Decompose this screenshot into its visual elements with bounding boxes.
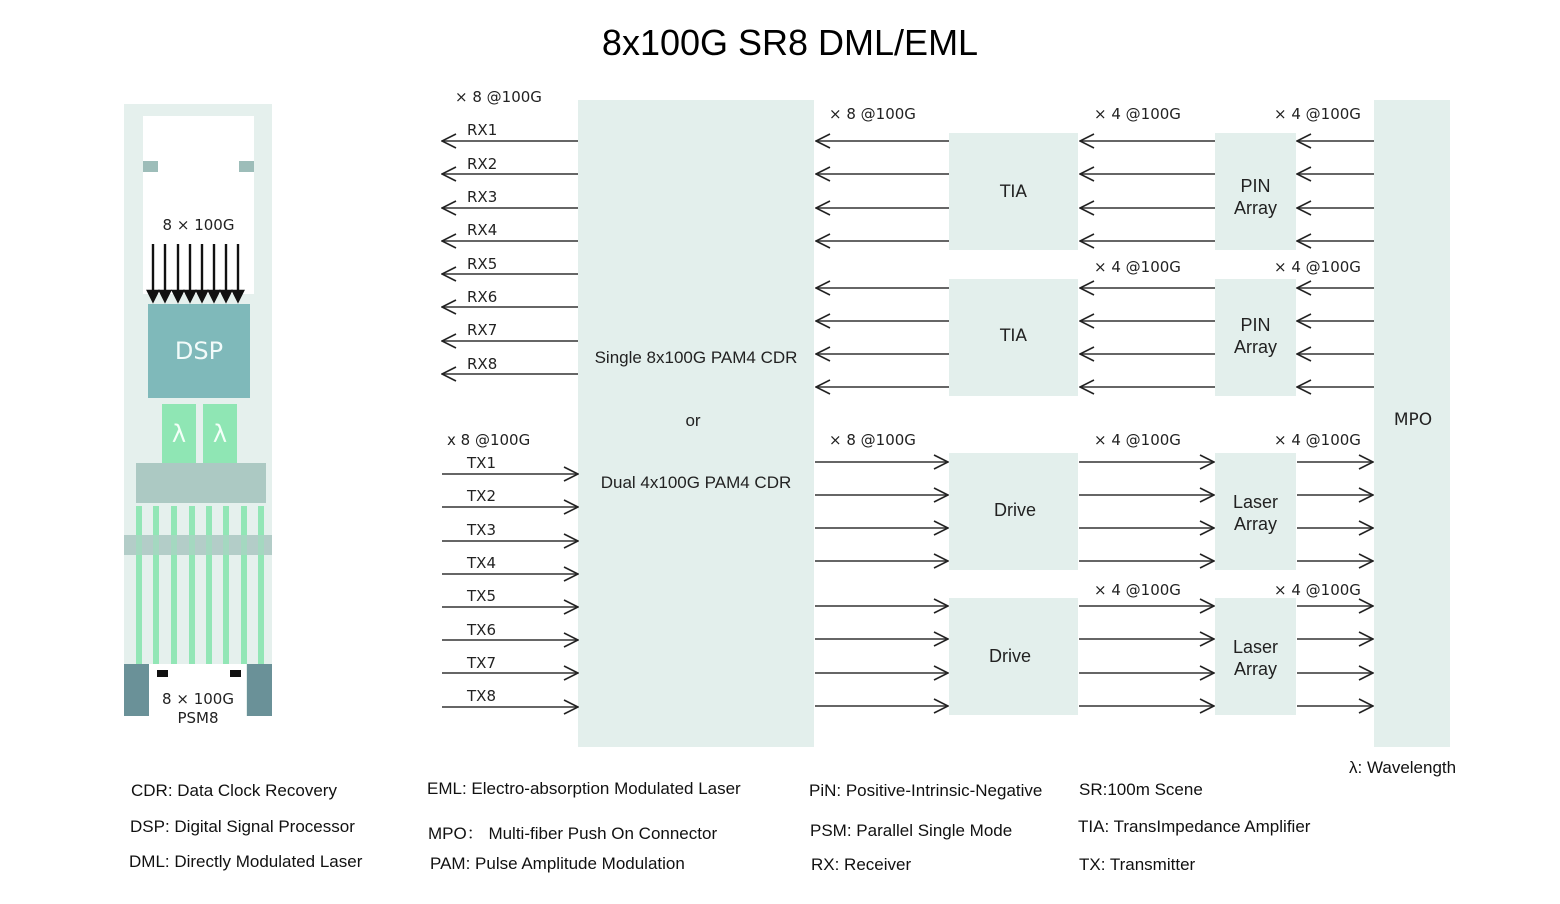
laser-array-label-2 — [1215, 636, 1296, 680]
laser-array-label-line: Laser — [1232, 637, 1279, 657]
lambda-block-2: λ — [203, 404, 237, 464]
rx-lane-label: RX5 — [467, 255, 498, 273]
rx-group-label: × 8 @100G — [455, 88, 542, 106]
pin-array-label-1 — [1215, 175, 1296, 219]
legend-item: TX: Transmitter — [1079, 855, 1196, 874]
legend-item: MPO： Multi-fiber Push On Connector — [428, 824, 718, 843]
cdr-label-single: Single 8x100G PAM4 CDR — [594, 348, 798, 367]
laser-array-label-line: Laser — [1232, 492, 1279, 512]
rate-label-cdr-tx: × 8 @100G — [829, 431, 916, 449]
tx-lane-label: TX8 — [467, 687, 496, 705]
legend-item: DML: Directly Modulated Laser — [129, 852, 363, 871]
rate-label-tia2-in: × 4 @100G — [1094, 258, 1181, 276]
rate-label-tia1-in: × 4 @100G — [1094, 105, 1181, 123]
rx-lane-label: RX6 — [467, 288, 498, 306]
legend-wavelength: λ: Wavelength — [1349, 758, 1457, 777]
tx-lane-label: TX1 — [467, 454, 496, 472]
rx-lane-label: RX8 — [467, 355, 498, 373]
rate-label-cdr-rx: × 8 @100G — [829, 105, 916, 123]
module-bottom-label-type: PSM8 — [177, 709, 219, 727]
laser-array-label-1 — [1215, 491, 1296, 535]
diagram-title: 8x100G SR8 DML/EML — [601, 22, 979, 63]
rate-label-pin1-in: × 4 @100G — [1274, 105, 1361, 123]
tx-lane-label: TX3 — [467, 521, 496, 539]
tia-label-1: TIA — [999, 182, 1028, 202]
legend-item: PAM: Pulse Amplitude Modulation — [430, 854, 685, 873]
tx-lane-label: TX7 — [467, 654, 496, 672]
tx-lane-label: TX6 — [467, 621, 496, 639]
dsp-block: DSP — [148, 304, 250, 398]
tx-lane-label: TX2 — [467, 487, 496, 505]
tia-label-2: TIA — [999, 326, 1028, 346]
pin-array-label-2 — [1215, 314, 1296, 358]
legend-item: EML: Electro-absorption Modulated Laser — [427, 779, 741, 798]
pin-array-label-line: PIN — [1240, 315, 1271, 335]
cdr-label-or: or — [685, 411, 701, 430]
drive-label-2: Drive — [988, 646, 1031, 666]
pin-array-label-line: Array — [1233, 337, 1277, 357]
rate-label-pin2-in: × 4 @100G — [1274, 258, 1361, 276]
rx-lane-label: RX1 — [467, 121, 498, 139]
pin-array-label-line: Array — [1233, 198, 1277, 218]
rx-lane-label: RX4 — [467, 221, 498, 239]
rate-label-drive2-out: × 4 @100G — [1094, 581, 1181, 599]
tx-lane-label: TX4 — [467, 554, 496, 572]
laser-array-label-line: Array — [1233, 659, 1277, 679]
legend-item: CDR: Data Clock Recovery — [131, 781, 337, 800]
legend-item: SR:100m Scene — [1079, 780, 1203, 799]
mpo-label: MPO — [1393, 410, 1433, 430]
rx-lane-label: RX2 — [467, 155, 498, 173]
tx-lane-label: TX5 — [467, 587, 496, 605]
rate-label-drive1-out: × 4 @100G — [1094, 431, 1181, 449]
legend-item: RX: Receiver — [811, 855, 912, 874]
module-top-label: 8 × 100G — [162, 216, 235, 234]
pin-array-label-line: PIN — [1240, 176, 1271, 196]
rx-lane-label: RX7 — [467, 321, 498, 339]
legend-item: PSM: Parallel Single Mode — [810, 821, 1013, 840]
rx-lane-label: RX3 — [467, 188, 498, 206]
lambda-block-1: λ — [162, 404, 196, 464]
drive-label-1: Drive — [993, 500, 1036, 520]
legend-item: PiN: Positive-Intrinsic-Negative — [809, 781, 1043, 800]
tx-group-label: x 8 @100G — [447, 431, 531, 449]
legend-item: DSP: Digital Signal Processor — [130, 817, 355, 836]
rate-label-laser2-out: × 4 @100G — [1274, 581, 1361, 599]
rate-label-laser1-out: × 4 @100G — [1274, 431, 1361, 449]
legend-item: TIA: TransImpedance Amplifier — [1078, 817, 1311, 836]
cdr-label-dual: Dual 4x100G PAM4 CDR — [600, 473, 792, 492]
laser-array-label-line: Array — [1233, 514, 1277, 534]
module-bottom-label-rate: 8 × 100G — [162, 690, 234, 708]
